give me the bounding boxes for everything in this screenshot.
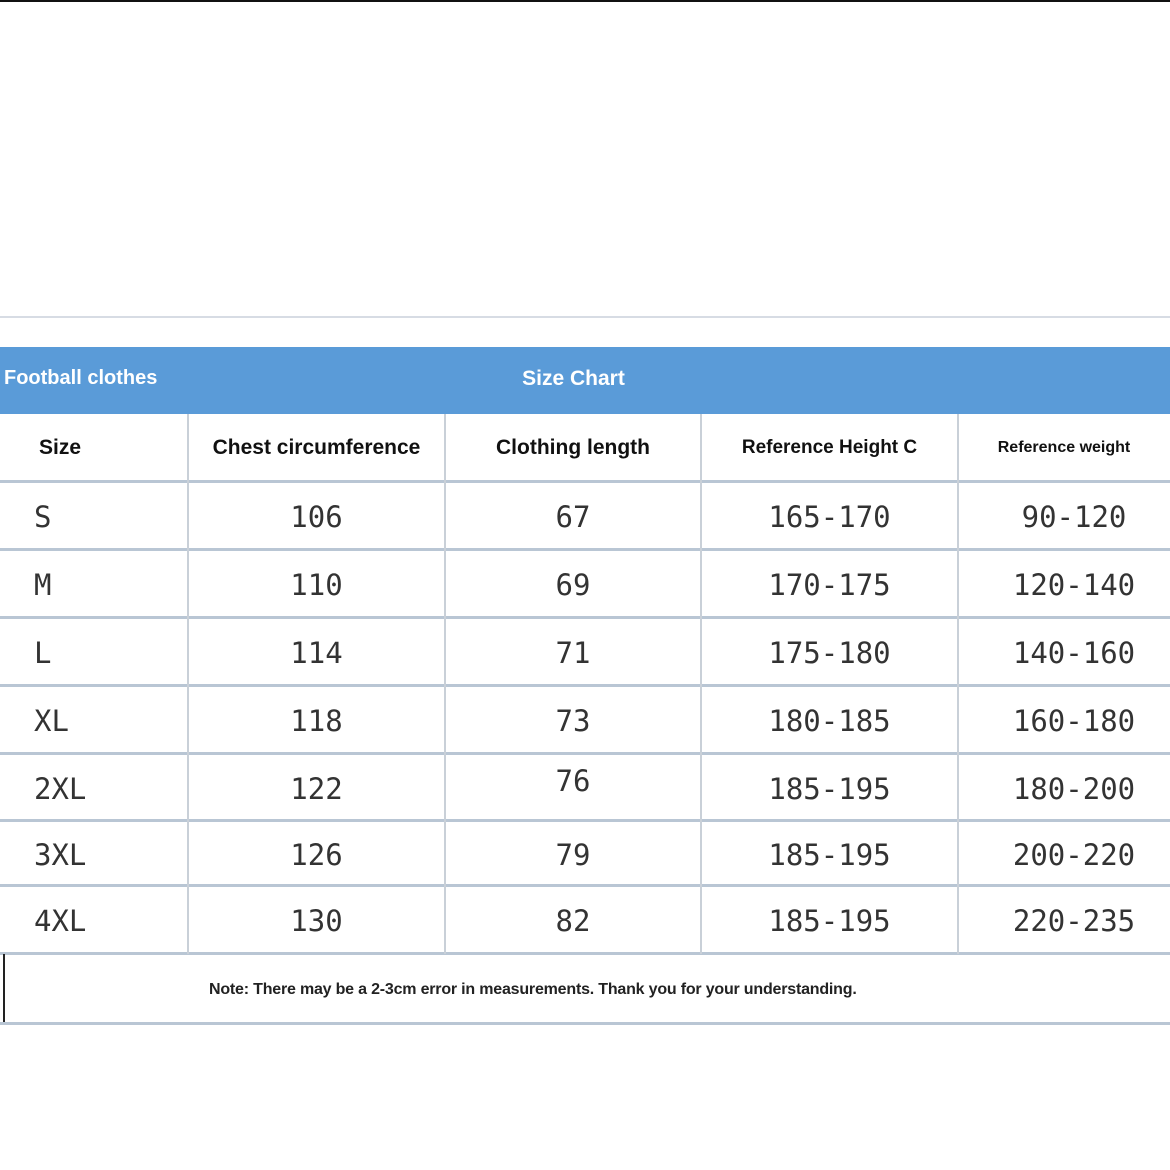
table-header-row (0, 414, 1170, 481)
chest-cell: 130 (290, 904, 343, 938)
size-cell: M (34, 568, 52, 602)
chart-title: Size Chart (522, 367, 625, 390)
row-divider (0, 548, 1170, 551)
header-chest: Chest circumference (212, 435, 421, 459)
header-length: Clothing length (496, 435, 650, 459)
chest-cell: 106 (290, 500, 343, 534)
height-cell: 175-180 (768, 636, 891, 670)
size-cell: S (34, 500, 52, 534)
table-row (0, 620, 1170, 686)
chest-cell: 122 (290, 772, 343, 806)
length-cell: 67 (555, 500, 591, 534)
table-row (0, 688, 1170, 754)
length-cell: 71 (555, 636, 591, 670)
length-cell: 69 (555, 568, 591, 602)
size-cell: 4XL (34, 904, 87, 938)
size-chart-banner (0, 347, 1170, 414)
length-cell: 82 (555, 904, 591, 938)
row-divider (0, 684, 1170, 687)
table-row (0, 552, 1170, 618)
table-row (0, 484, 1170, 550)
weight-cell: 220-235 (1012, 904, 1136, 938)
column-divider (187, 414, 189, 954)
size-cell: 3XL (34, 838, 87, 872)
table-row (0, 822, 1170, 888)
chest-cell: 126 (290, 838, 343, 872)
row-divider (0, 884, 1170, 887)
note-box (3, 954, 1170, 1025)
height-cell: 185-195 (768, 838, 891, 872)
height-cell: 170-175 (768, 568, 891, 602)
length-cell: 79 (555, 838, 591, 872)
table-row (0, 888, 1170, 954)
column-divider (700, 414, 702, 954)
weight-cell: 200-220 (1012, 838, 1136, 872)
row-divider (0, 616, 1170, 619)
weight-cell: 120-140 (1012, 568, 1136, 602)
length-cell: 73 (555, 704, 591, 738)
chest-cell: 118 (290, 704, 343, 738)
height-cell: 185-195 (768, 904, 891, 938)
top-divider (0, 0, 1170, 2)
chest-cell: 110 (290, 568, 343, 602)
column-divider (957, 414, 959, 954)
chest-cell: 114 (290, 636, 343, 670)
note-bottom-divider (0, 1022, 1170, 1025)
weight-cell: 90-120 (1021, 500, 1127, 534)
header-height: Reference Height C (741, 436, 918, 458)
weight-cell: 140-160 (1012, 636, 1136, 670)
size-cell: L (34, 636, 52, 670)
header-size: Size (39, 435, 82, 459)
weight-cell: 180-200 (1012, 772, 1136, 806)
weight-cell: 160-180 (1012, 704, 1136, 738)
measurement-note: Note: There may be a 2-3cm error in measurements. Thank you for your understanding. (209, 981, 857, 998)
row-divider (0, 819, 1170, 822)
height-cell: 165-170 (768, 500, 891, 534)
length-cell: 76 (555, 764, 591, 798)
product-label: Football clothes (4, 367, 158, 389)
height-cell: 180-185 (768, 704, 891, 738)
column-divider (444, 414, 446, 954)
header-weight: Reference weight (997, 438, 1131, 456)
table-row (0, 756, 1170, 822)
size-cell: XL (34, 704, 69, 738)
size-cell: 2XL (34, 772, 87, 806)
upper-divider (0, 316, 1170, 318)
row-divider (0, 752, 1170, 755)
height-cell: 185-195 (768, 772, 891, 806)
row-divider (0, 480, 1170, 483)
